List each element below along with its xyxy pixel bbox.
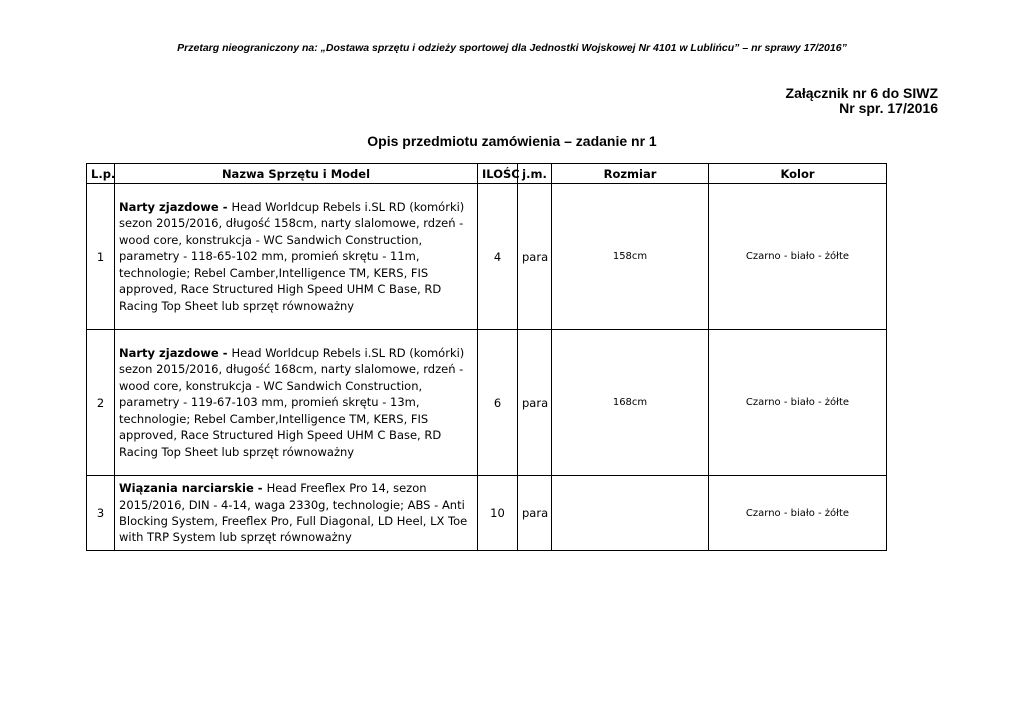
row-size [552,476,709,551]
document-title: Opis przedmiotu zamówienia – zadanie nr 1 [367,133,657,149]
item-category: Narty zjazdowe - [119,200,232,215]
case-number: Nr spr. 17/2016 [839,100,938,116]
row-unit: para [518,184,552,330]
column-header-color: Kolor [709,164,887,184]
column-header-lp: L.p. [87,164,115,184]
table-row [87,476,887,551]
row-color: Czarno - biało - żółte [709,184,887,330]
row-item-description [115,184,478,330]
table-row [87,184,887,330]
table-header-row [87,164,887,184]
row-size: 158cm [552,184,709,330]
tender-header: Przetarg nieograniczony na: „Dostawa sprzętu i odzieży sportowej dla Jednostki Wojskowej Nr 4101 w Lublińcu” – nr sprawy 17/2016” [177,42,847,54]
table-row [87,330,887,476]
column-header-unit: j.m. [518,164,552,184]
row-quantity: 4 [478,184,518,330]
item-category: Narty zjazdowe - [119,346,232,361]
row-quantity: 6 [478,330,518,476]
item-details: Head Freeflex Pro 14, sezon 2015/2016, DIN - 4-14, waga 2330g, technologie; ABS - Anti Blocking System, Freeflex Pro, Full Diagonal, LD Heel, LX Toe with TRP System lub sprzęt równoważny [119,481,468,545]
item-details: Head Worldcup Rebels i.SL RD (komórki) sezon 2015/2016, długość 168cm, narty slalomowe, rdzeń - wood core, konstrukcja - WC Sandwich Construction, parametry - 119-67-103 mm, promień skrętu - 13m, technologie; Rebel Camber,Intelligence TM, KERS, FIS approved, Race Structured High Speed UHM C Base, RD Racing Top Sheet lub sprzęt równoważny [119,346,465,459]
row-lp: 2 [87,330,115,476]
attachment-number: Załącznik nr 6 do SIWZ [785,85,938,101]
column-header-qty: ILOŚC [478,164,518,184]
row-quantity: 10 [478,476,518,551]
row-unit: para [518,330,552,476]
row-lp: 3 [87,476,115,551]
column-header-size: Rozmiar [552,164,709,184]
order-spec-table [86,163,887,551]
row-item-description [115,476,478,551]
item-category: Wiązania narciarskie - [119,481,267,496]
row-lp: 1 [87,184,115,330]
row-item-description [115,330,478,476]
row-color: Czarno - biało - żółte [709,330,887,476]
column-header-name: Nazwa Sprzętu i Model [115,164,478,184]
row-unit: para [518,476,552,551]
attachment-label [786,86,938,116]
item-details: Head Worldcup Rebels i.SL RD (komórki) sezon 2015/2016, długość 158cm, narty slalomowe, rdzeń - wood core, konstrukcja - WC Sandwich Construction, parametry - 118-65-102 mm, promień skrętu - 11m, technologie; Rebel Camber,Intelligence TM, KERS, FIS approved, Race Structured High Speed UHM C Base, RD Racing Top Sheet lub sprzęt równoważny [119,200,465,313]
row-size: 168cm [552,330,709,476]
row-color: Czarno - biało - żółte [709,476,887,551]
